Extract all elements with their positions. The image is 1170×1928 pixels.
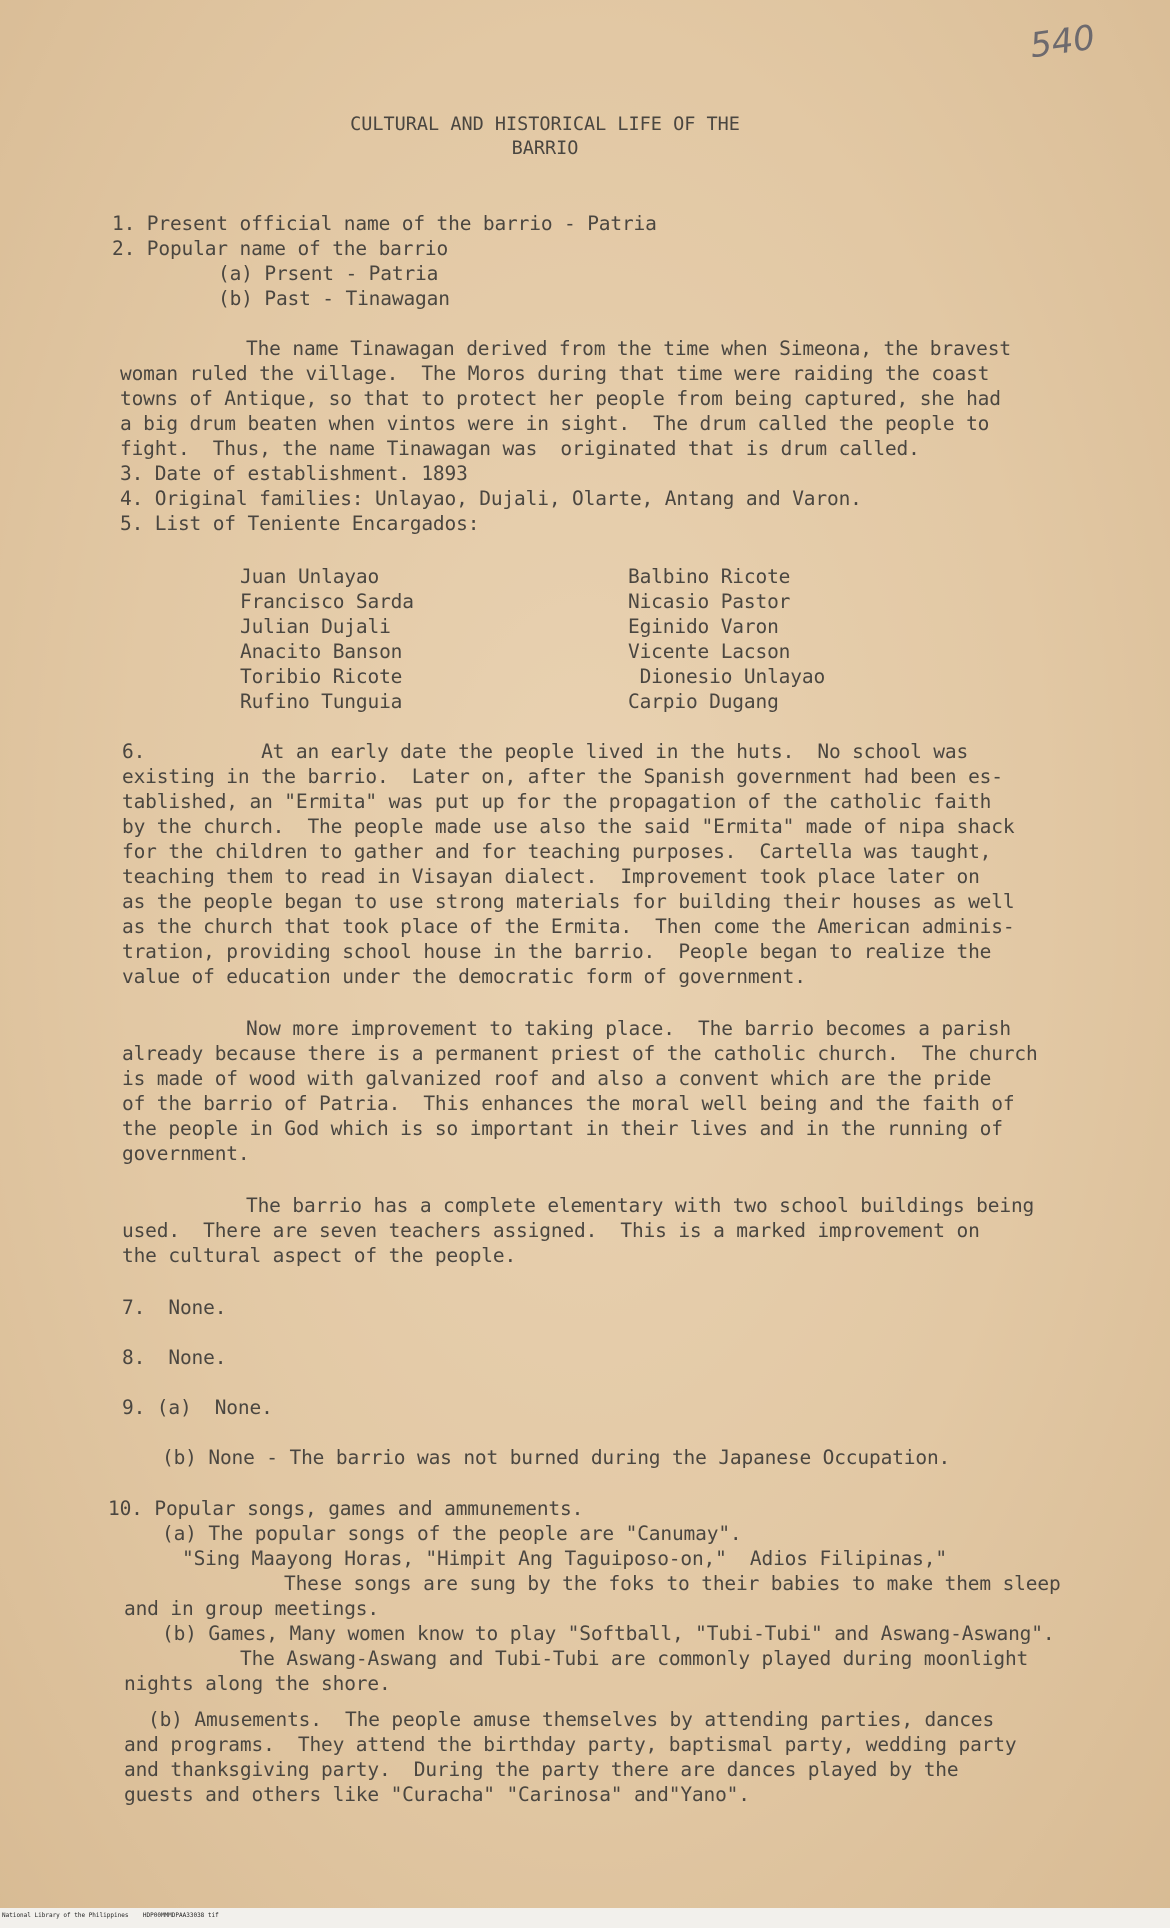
- paragraph-parish-line: of the barrio of Patria. This enhances the moral well being and the faith of: [122, 1092, 1015, 1115]
- teniente-name: Nicasio Pastor: [628, 590, 791, 613]
- paragraph-parish-line: government.: [122, 1142, 250, 1165]
- item-10-amusements-line: and thanksgiving party. During the party there are dances played by the: [124, 1758, 959, 1781]
- paragraph-6-line: as the church that took place of the Ermita. Then come the American adminis-: [122, 915, 1015, 938]
- item-10b-games: (b) Games, Many women know to play "Softball, "Tubi-Tubi" and Aswang-Aswang".: [162, 1622, 1055, 1645]
- item-9a: 9. (a) None.: [122, 1396, 273, 1419]
- paragraph-6-line: teaching them to read in Visayan dialect. Improvement took place later on: [122, 865, 980, 888]
- item-3-date-established: 3. Date of establishment. 1893: [120, 462, 468, 485]
- paragraph-6-line: tablished, an "Ermita" was put up for the propagation of the catholic faith: [122, 790, 992, 813]
- item-9b: (b) None - The barrio was not burned during the Japanese Occupation.: [162, 1446, 951, 1469]
- paragraph-name-origin-line: woman ruled the village. The Moros during that time were raiding the coast: [120, 362, 990, 385]
- paragraph-school-line: the cultural aspect of the people.: [122, 1244, 517, 1267]
- item-2a-present-name: (a) Prsent - Patria: [218, 262, 439, 285]
- item-10-songs-note: These songs are sung by the foks to their babies to make them sleep: [284, 1572, 1061, 1595]
- paragraph-6-line: existing in the barrio. Later on, after the Spanish government had been es-: [122, 765, 1003, 788]
- paragraph-6-line: by the church. The people made use also the said "Ermita" made of nipa shack: [122, 815, 1015, 838]
- document-title-line-2: BARRIO: [511, 138, 579, 159]
- document-title-line-1: CULTURAL AND HISTORICAL LIFE OF THE: [350, 114, 740, 135]
- item-7: 7. None.: [122, 1296, 227, 1319]
- paragraph-parish-line: already because there is a permanent priest of the catholic church. The church: [122, 1042, 1038, 1065]
- paragraph-name-origin-line: a big drum beaten when vintos were in sight. The drum called the people to: [120, 412, 990, 435]
- teniente-name: Toribio Ricote: [240, 665, 403, 688]
- teniente-name: Vicente Lacson: [628, 640, 791, 663]
- item-10-songs-list: "Sing Maayong Horas, "Himpit Ang Taguiposo-on," Adios Filipinas,": [182, 1547, 947, 1570]
- paragraph-parish-line: Now more improvement to taking place. The barrio becomes a parish: [246, 1017, 1011, 1040]
- teniente-name: Carpio Dugang: [628, 690, 779, 713]
- paragraph-name-origin-line: towns of Antique, so that to protect her people from being captured, she had: [120, 387, 1001, 410]
- paragraph-school-line: used. There are seven teachers assigned. This is a marked improvement on: [122, 1219, 980, 1242]
- item-10-amusements-line: (b) Amusements. The people amuse themselves by attending parties, dances: [148, 1708, 995, 1731]
- item-10-amusements-line: guests and others like "Curacha" "Carinosa" and"Yano".: [124, 1783, 750, 1806]
- paragraph-parish-line: is made of wood with galvanized roof and also a convent which are the pride: [122, 1067, 992, 1090]
- teniente-name: Eginido Varon: [628, 615, 779, 638]
- paragraph-6-line: tration, providing school house in the barrio. People began to realize the: [122, 940, 992, 963]
- item-10-games-note-cont: nights along the shore.: [124, 1672, 391, 1695]
- paragraph-6-line: for the children to gather and for teaching purposes. Cartella was taught,: [122, 840, 992, 863]
- paragraph-6-line: value of education under the democratic form of government.: [122, 965, 806, 988]
- teniente-name: Dionesio Unlayao: [628, 665, 826, 688]
- paragraph-name-origin-line: fight. Thus, the name Tinawagan was originated that is drum called.: [120, 437, 920, 460]
- item-5-teniente-list-heading: 5. List of Teniente Encargados:: [120, 512, 480, 535]
- handwritten-page-number: 540: [1027, 17, 1098, 67]
- paragraph-6-line: as the people began to use strong materials for building their houses as well: [122, 890, 1015, 913]
- paragraph-name-origin-line: The name Tinawagan derived from the time when Simeona, the bravest: [246, 337, 1011, 360]
- item-10a-songs: (a) The popular songs of the people are "Canumay".: [162, 1522, 742, 1545]
- paragraph-parish-line: the people in God which is so important in their lives and in the running of: [122, 1117, 1003, 1140]
- item-2b-past-name: (b) Past - Tinawagan: [218, 287, 450, 310]
- paragraph-school-line: The barrio has a complete elementary with two school buildings being: [246, 1194, 1035, 1217]
- teniente-name: Julian Dujali: [240, 615, 391, 638]
- paragraph-6-line: 6. At an early date the people lived in the huts. No school was: [122, 740, 969, 763]
- teniente-name: Anacito Banson: [240, 640, 403, 663]
- item-10-amusements-line: and programs. They attend the birthday party, baptismal party, wedding party: [124, 1733, 1017, 1756]
- item-4-original-families: 4. Original families: Unlayao, Dujali, Olarte, Antang and Varon.: [120, 487, 862, 510]
- item-10-games-note: The Aswang-Aswang and Tubi-Tubi are commonly played during moonlight: [240, 1647, 1029, 1670]
- item-10-songs-note-cont: and in group meetings.: [124, 1597, 379, 1620]
- item-10-heading: 10. Popular songs, games and ammunements.: [108, 1497, 584, 1520]
- teniente-name: Balbino Ricote: [628, 565, 791, 588]
- archive-footer: National Library of the Philippines HDP00MMMDPAA33038 tif: [2, 1912, 219, 1919]
- teniente-name: Juan Unlayao: [240, 565, 380, 588]
- item-1-official-name: 1. Present official name of the barrio - Patria: [112, 212, 657, 235]
- item-8: 8. None.: [122, 1346, 227, 1369]
- teniente-name: Francisco Sarda: [240, 590, 414, 613]
- item-2-popular-name: 2. Popular name of the barrio: [112, 237, 449, 260]
- teniente-name: Rufino Tunguia: [240, 690, 403, 713]
